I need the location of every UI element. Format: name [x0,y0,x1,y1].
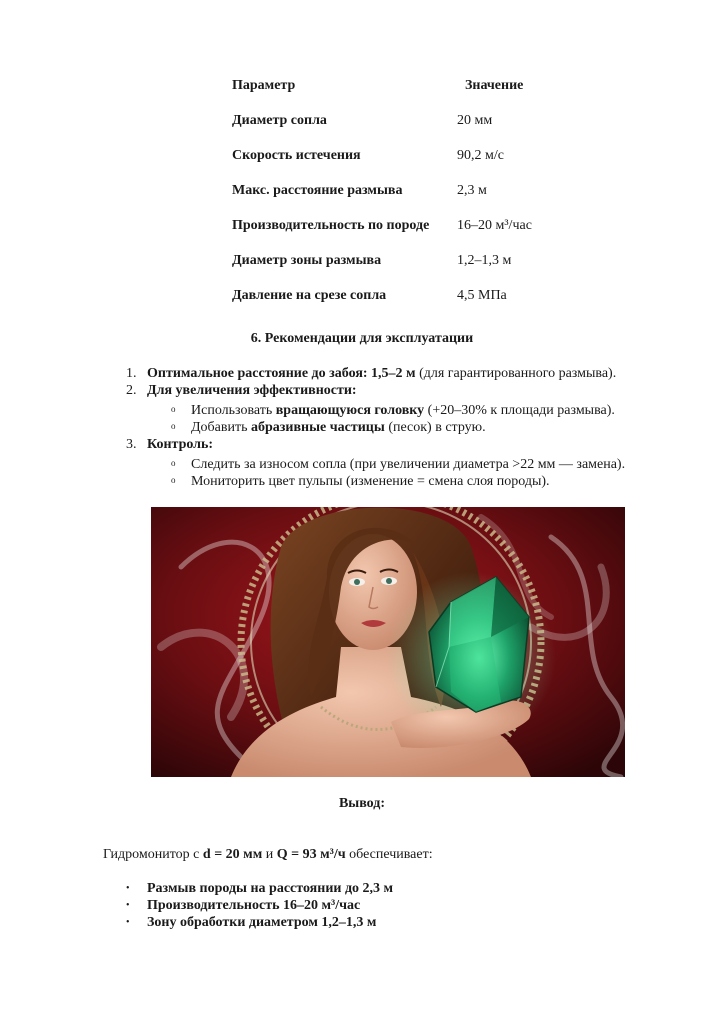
table-cell-value: 16–20 м³/час [457,218,532,233]
parameter-table [232,78,592,323]
bullet-text: Зону обработки диаметром 1,2–1,3 м [147,915,377,930]
summary-bold-q: Q = 93 м³/ч [276,847,346,862]
list-number: 2. [126,383,137,398]
bullet-dot-icon: • [126,900,130,911]
sub-list-item [171,474,550,490]
list-number: 3. [126,437,137,452]
table-cell-value: 1,2–1,3 м [457,253,512,268]
table-header-row [232,78,592,113]
list-item-bold: Контроль: [147,437,214,452]
sub-item-text: (песок) в струю. [384,420,486,435]
sub-item-text: (+20–30% к площади размыва). [424,403,615,418]
conclusion-bullet-item [126,898,360,914]
table-row [232,183,592,218]
section-heading: 6. Рекомендации для эксплуатации [250,331,474,346]
list-item-text: (для гарантированного размыва). [415,366,617,381]
table-cell-value: 4,5 МПа [457,288,507,303]
table-header-param: Параметр [232,78,296,93]
circle-bullet-icon: o [171,475,176,485]
conclusion-bullet-item [126,915,376,931]
sub-item-text: Добавить [191,420,251,435]
summary-text: и [262,847,277,862]
table-cell-value: 90,2 м/с [457,148,504,163]
table-row [232,253,592,288]
table-cell-param: Давление на срезе сопла [232,288,387,303]
list-item [126,437,213,453]
table-row [232,218,592,253]
sub-list-item [171,420,486,436]
summary-paragraph [103,847,433,863]
table-cell-param: Диаметр сопла [232,113,327,128]
list-item [126,366,616,382]
summary-bold-d: d = 20 мм [202,847,263,862]
table-row [232,288,592,323]
bullet-dot-icon: • [126,917,130,928]
conclusion-heading: Вывод: [338,796,386,811]
summary-text: Гидромонитор с [103,847,203,862]
table-cell-value: 2,3 м [457,183,487,198]
circle-bullet-icon: o [171,421,176,431]
circle-bullet-icon: o [171,404,176,414]
table-cell-value: 20 мм [457,113,493,128]
table-cell-param: Скорость истечения [232,148,361,163]
sub-list-item [171,457,625,473]
bullet-text: Размыв породы на расстоянии до 2,3 м [147,881,394,896]
summary-text: обеспечивает: [345,847,433,862]
list-number: 1. [126,366,137,381]
table-cell-param: Диаметр зоны размыва [232,253,382,268]
table-row [232,148,592,183]
sub-item-text: Мониторить цвет пульпы (изменение = смена слоя породы). [191,474,550,489]
bullet-dot-icon: • [126,883,130,894]
table-row [232,113,592,148]
conclusion-bullet-item [126,881,393,897]
list-item-bold: Для увеличения эффективности: [147,383,357,398]
sub-item-bold: вращающуюся головку [275,403,425,418]
table-header-value: Значение [465,78,524,93]
sub-item-text: Использовать [191,403,276,418]
sub-item-text: Следить за износом сопла (при увеличении диаметра >22 мм — замена). [191,457,626,472]
sub-item-bold: абразивные частицы [251,420,385,435]
sub-list-item [171,403,615,419]
emerald-woman-illustration [151,507,625,777]
table-cell-param: Производительность по породе [232,218,430,233]
list-item [126,383,357,399]
table-cell-param: Макс. расстояние размыва [232,183,403,198]
list-item-bold: Оптимальное расстояние до забоя: 1,5–2 м [147,366,416,381]
illustration-svg [151,507,625,777]
circle-bullet-icon: o [171,458,176,468]
bullet-text: Производительность 16–20 м³/час [147,898,361,913]
